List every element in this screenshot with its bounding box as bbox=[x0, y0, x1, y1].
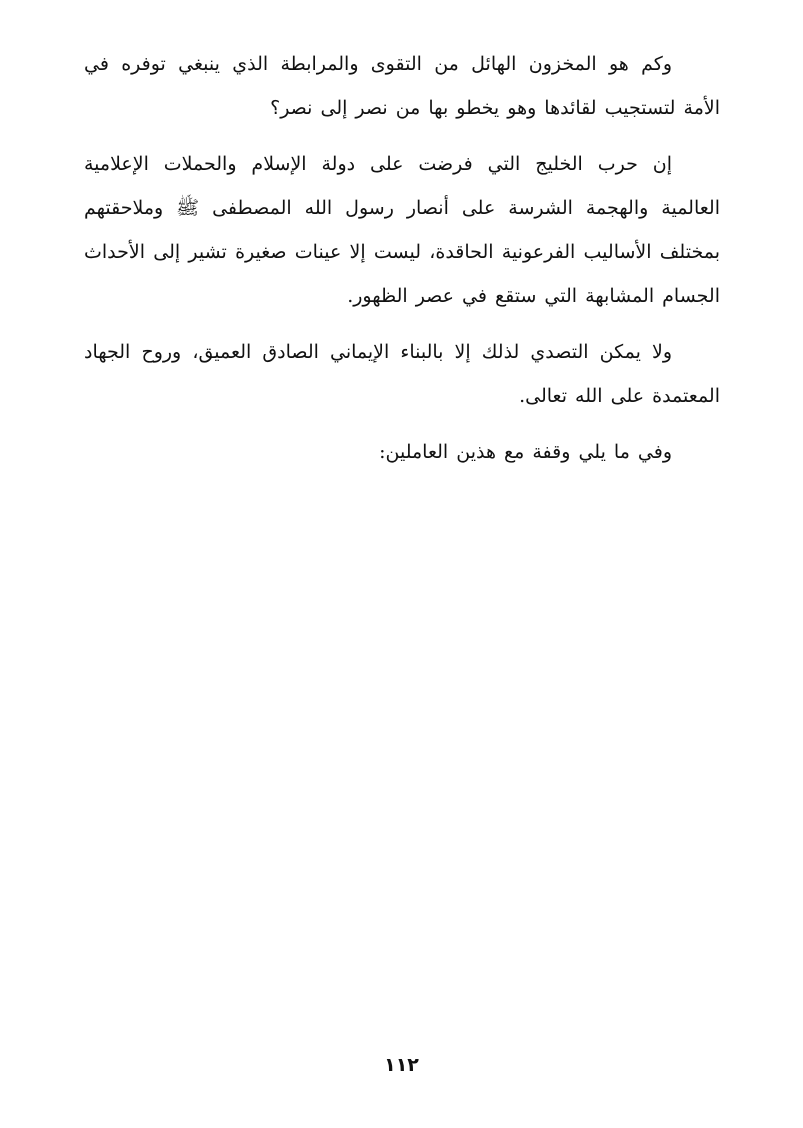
page-number: ١١٢ bbox=[384, 1054, 419, 1076]
body-text bbox=[84, 42, 720, 486]
paragraph-3: ولا يمكن التصدي لذلك إلا بالبناء الإيماني الصادق العميق، وروح الجهاد المعتمدة على الله تعالى. bbox=[84, 341, 720, 407]
paragraph-1: وكم هو المخزون الهائل من التقوى والمرابطة الذي ينبغي توفره في الأمة لتستجيب لقائدها وهو يخطو بها من نصر إلى نصر؟ bbox=[84, 53, 720, 119]
paragraph-2: إن حرب الخليج التي فرضت على دولة الإسلام والحملات الإعلامية العالمية والهجمة الشرسة على أنصار رسول الله المصطفى ﷺ وملاحقتهم بمختلف الأساليب الفرعونية الحاقدة، ليست إلا عينات صغيرة تشير إلى الأحداث الجسام المشابهة التي ستقع في عصر الظهور. bbox=[84, 153, 720, 307]
paragraph-4: وفي ما يلي وقفة مع هذين العاملين: bbox=[379, 441, 672, 463]
